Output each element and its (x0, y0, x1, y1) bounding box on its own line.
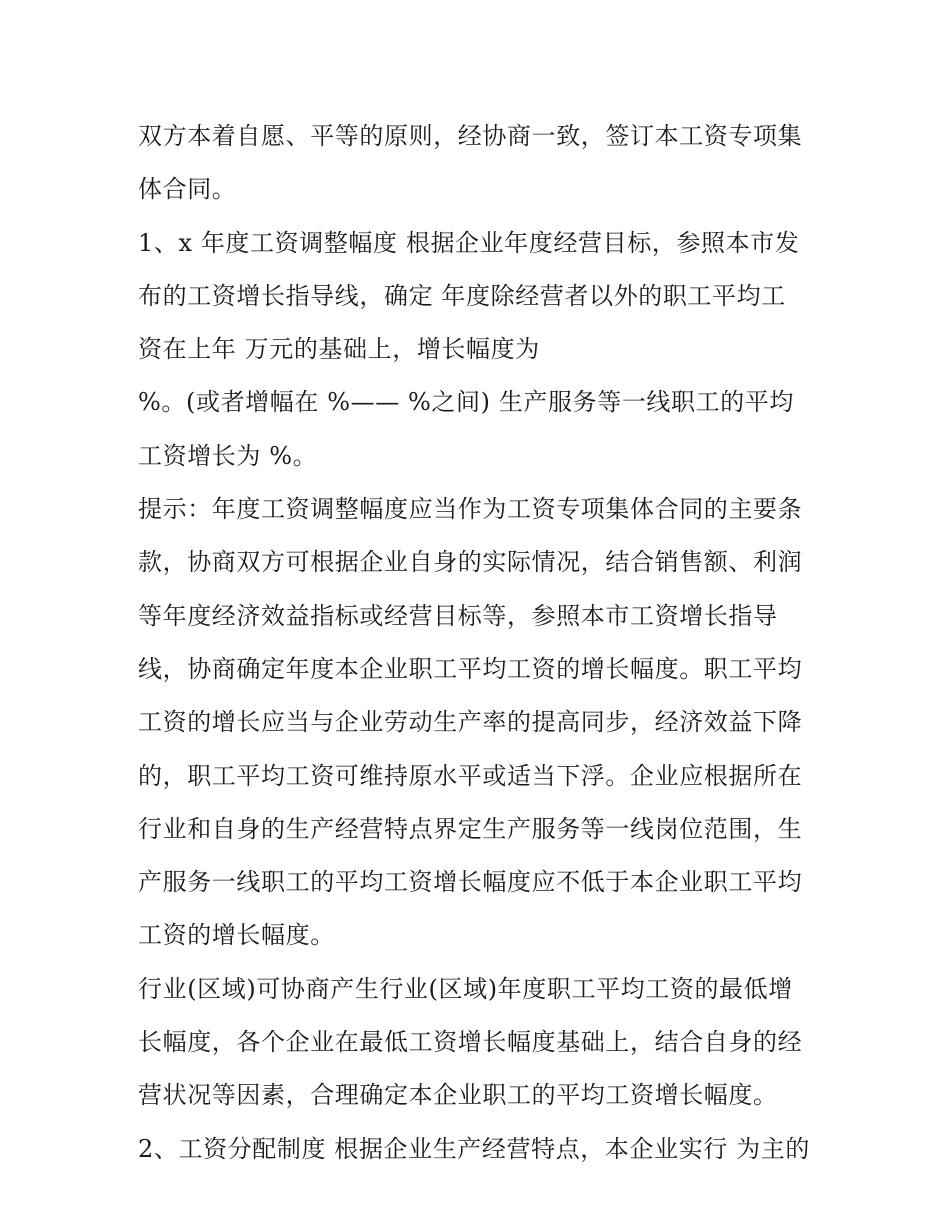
text-line: 资在上年 万元的基础上，增长幅度为 (138, 335, 540, 364)
text-line: 工资的增长应当与企业劳动生产率的提高同步，经济效益下降 (138, 708, 803, 737)
text-line: 提示：年度工资调整幅度应当作为工资专项集体合同的主要条 (138, 495, 803, 524)
text-line: 营状况等因素，合理确定本企业职工的平均工资增长幅度。 (138, 1081, 778, 1110)
text-line: 布的工资增长指导线，确定 年度除经营者以外的职工平均工 (138, 281, 786, 310)
text-line: 的，职工平均工资可维持原水平或适当下浮。企业应根据所在 (138, 761, 803, 790)
text-line: 1、x 年度工资调整幅度 根据企业年度经营目标，参照本市发 (138, 228, 800, 257)
text-line: 双方本着自愿、平等的原则，经协商一致，签订本工资专项集 (138, 122, 803, 150)
text-line: 产服务一线职工的平均工资增长幅度应不低于本企业职工平均 (138, 868, 803, 897)
text-line: 行业(区域)可协商产生行业(区域)年度职工平均工资的最低增 (138, 974, 793, 1003)
text-line: 2、工资分配制度 根据企业生产经营特点，本企业实行 为主的 (138, 1134, 810, 1163)
text-line: 行业和自身的生产经营特点界定生产服务等一线岗位范围，生 (138, 814, 803, 843)
text-line: 工资的增长幅度。 (138, 921, 335, 950)
text-line: 线，协商确定年度本企业职工平均工资的增长幅度。职工平均 (138, 654, 803, 683)
text-line: 长幅度，各个企业在最低工资增长幅度基础上，结合自身的经 (138, 1028, 803, 1057)
text-line: 工资增长为 %。 (138, 441, 318, 470)
document-body (138, 110, 828, 1176)
text-line: %。(或者增幅在 %—— %之间) 生产服务等一线职工的平均 (138, 388, 795, 417)
text-line: 体合同。 (138, 175, 237, 204)
text-line: 款，协商双方可根据企业自身的实际情况，结合销售额、利润 (138, 548, 803, 577)
text-line: 等年度经济效益指标或经营目标等，参照本市工资增长指导 (138, 601, 778, 630)
